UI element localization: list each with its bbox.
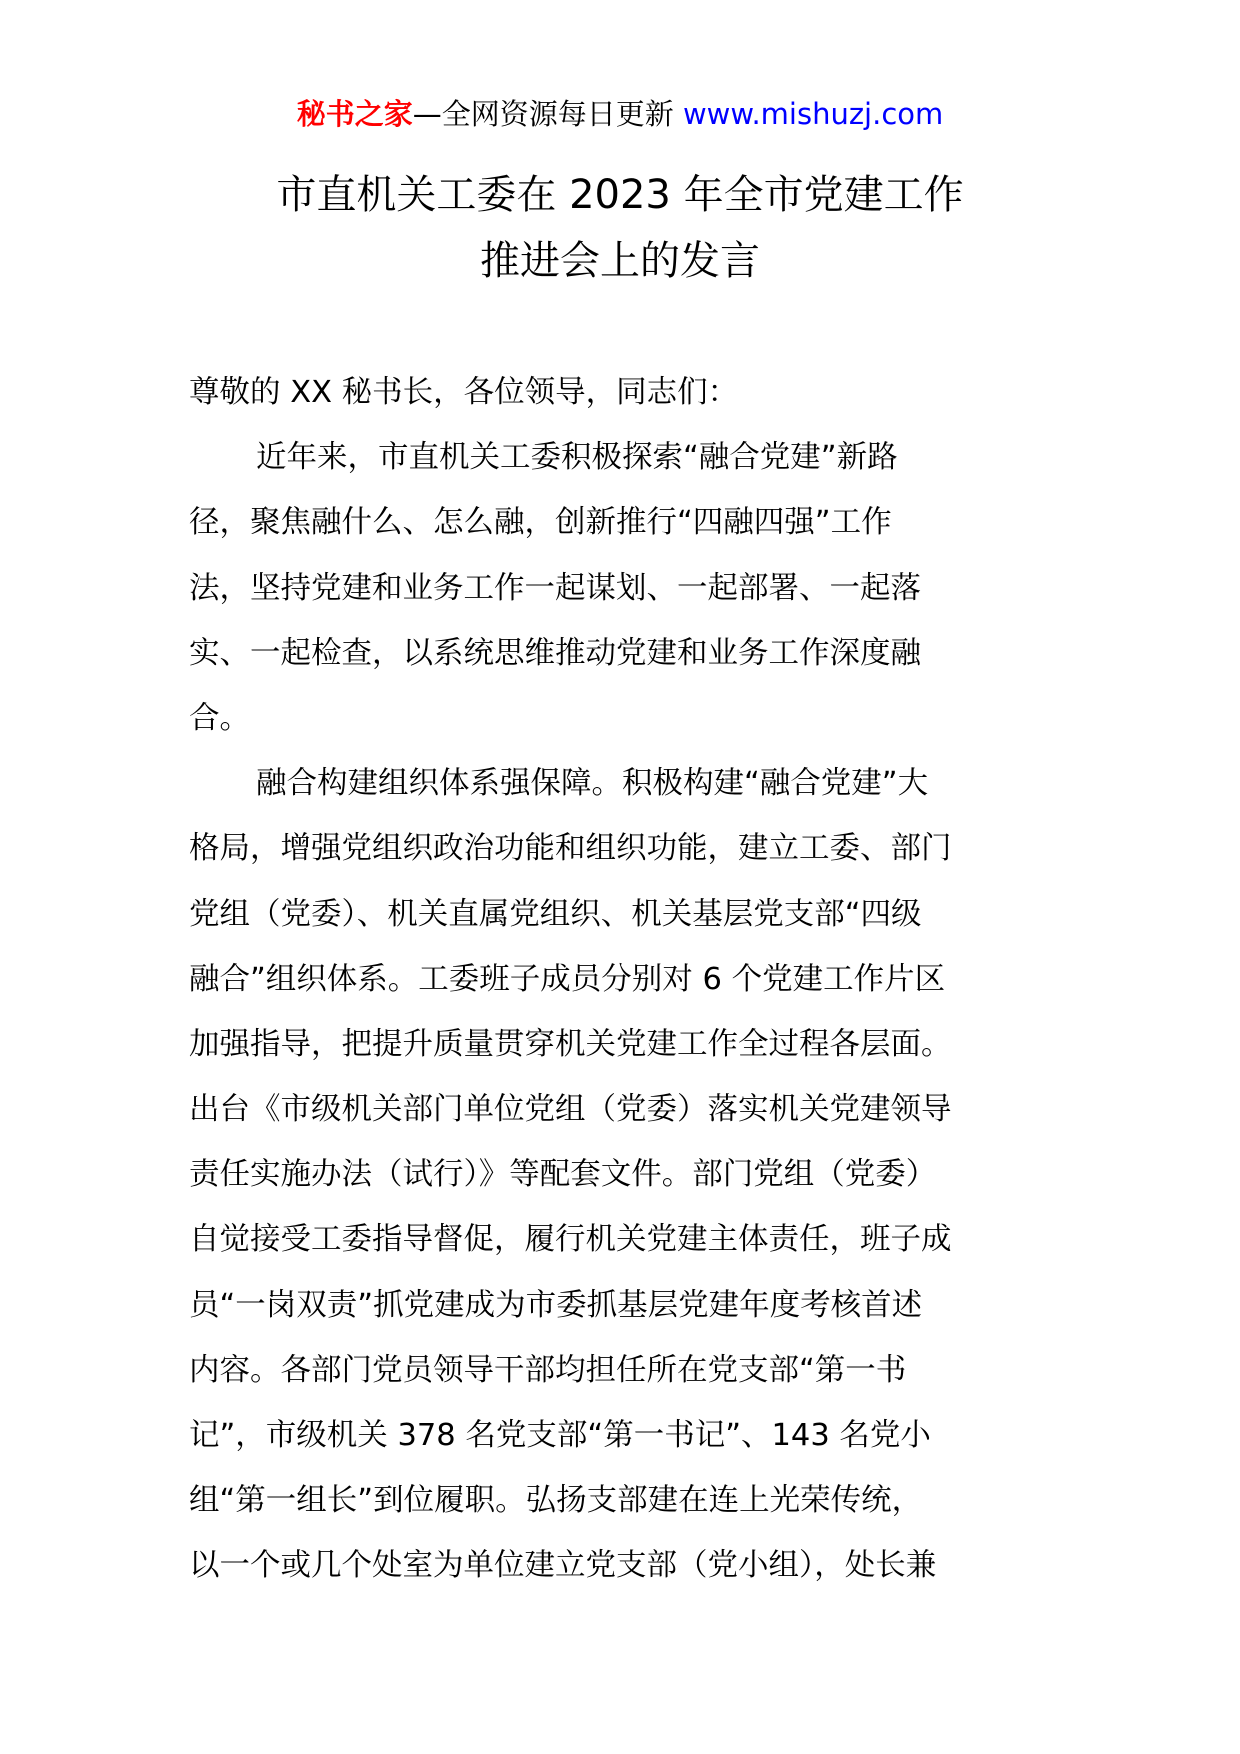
paragraph-line: 实、一起检查，以系统思维推动党建和业务工作深度融 [189,635,921,671]
paragraph-line: 内容。各部门党员领导干部均担任所在党支部“第一书 [189,1352,907,1388]
title-line: 市直机关工委在 2023 年全市党建工作 [276,172,964,218]
paragraph-line: 法，坚持党建和业务工作一起谋划、一起部署、一起落 [189,570,921,606]
paragraph-line: 组“第一组长”到位履职。弘扬支部建在连上光荣传统， [189,1483,923,1519]
paragraph-line: 记”，市级机关 378 名党支部“第一书记”、143 名党小 [189,1418,931,1453]
paragraph-line: 近年来，市直机关工委积极探索“融合党建”新路 [256,440,898,476]
paragraph-line: 党组（党委）、机关直属党组织、机关基层党支部“四级 [189,896,922,932]
paragraph-line: 责任实施办法（试行）》等配套文件。部门党组（党委） [189,1157,937,1193]
paragraph-line: 自觉接受工委指导督促，履行机关党建主体责任，班子成 [189,1222,952,1258]
paragraph-intro [189,425,1059,751]
paragraph-line: 出台《市级机关部门单位党组（党委）落实机关党建领导 [189,1092,952,1128]
paragraph-line: 融合构建组织体系强保障。积极构建“融合党建”大 [256,766,929,802]
salutation: 尊敬的 XX 秘书长，各位领导，同志们： [189,375,739,410]
paragraph-organization [189,751,1059,1598]
title-line: 推进会上的发言 [480,238,760,284]
paragraph-line: 员“一岗双责”抓党建成为市委抓基层党建年度考核首述 [189,1287,923,1323]
document-body [189,360,1059,1599]
paragraph-line: 以一个或几个处室为单位建立党支部（党小组），处长兼 [189,1548,937,1584]
site-url-link[interactable]: www.mishuzj.com [682,97,944,131]
paragraph-line: 径，聚焦融什么、怎么融，创新推行“四融四强”工作 [189,505,892,541]
site-tagline: —全网资源每日更新 [412,97,683,131]
paragraph-line: 融合”组织体系。工委班子成员分别对 6 个党建工作片区 [189,961,946,997]
paragraph-line: 加强指导，把提升质量贯穿机关党建工作全过程各层面。 [189,1026,952,1062]
site-banner [0,94,1240,134]
site-brand: 秘书之家 [296,97,413,131]
paragraph-line: 格局，增强党组织政治功能和组织功能，建立工委、部门 [189,831,952,867]
paragraph-line: 合。 [189,700,250,736]
document-title [0,162,1240,294]
